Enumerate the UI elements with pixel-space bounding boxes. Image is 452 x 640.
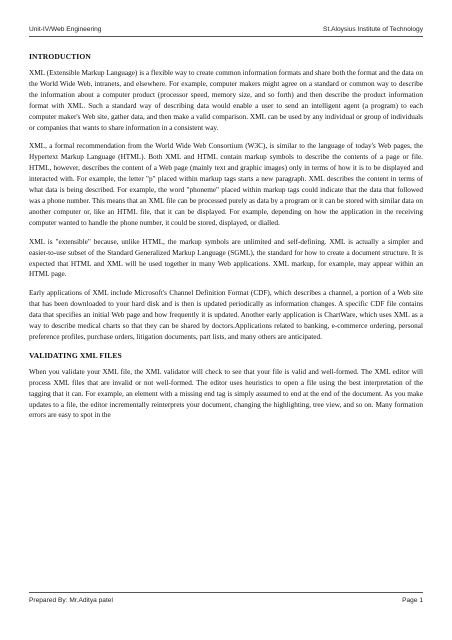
paragraph: When you validate your XML file, the XML validator will check to see that your file is valid and well-formed. The XML editor will process XML files that are invalid or not well-formed. The editor uses heuristics to open a file using the best interpretation of the tagging that it can. For example, an element with a missing end tag is simply assumed to end at the end of the document. As you make updates to a file, the editor incrementally reinterprets your document, changing the highlighting, tree view, and so on. Many formation errors are easy to spot in the xyxy=(29,367,423,420)
paragraph: Early applications of XML include Microsoft's Channel Definition Format (CDF), which describes a channel, a portion of a Web site that has been downloaded to your hard disk and is then is updated periodically as information changes. A specific CDF file contains data that specifies an initial Web page and how frequently it is updated. Another early application is ChartWare, which uses XML as a way to describe medical charts so that they can be shared by doctors.Applications related to banking, e-commerce ordering, personal preference profiles, purchase orders, litigation documents, part lists, and many others are anticipated. xyxy=(29,289,423,341)
page-number: Page 1 xyxy=(402,597,423,604)
header-unit-title: Unit-IV/Web Engineering xyxy=(29,26,102,33)
section-heading-validating: VALIDATING XML FILES xyxy=(29,350,122,360)
footer-author: Prepared By: Mr.Aditya patel xyxy=(29,597,113,604)
page-footer xyxy=(29,592,423,604)
paragraph: XML (Extensible Markup Language) is a flexible way to create common information formats and share both the format and the data on the World Wide Web, intranets, and elsewhere. For example, computer makers might agree on a standard or common way to describe the information about a computer product (processor speed, memory size, and so forth) and then describe the product information format with XML. Such a standard way of describing data would enable a user to send an intelligent agent (a program) to each computer maker's Web site, gather data, and then make a valid comparison. XML can be used by any individual or group of individuals or companies that wants to share information in a consistent way. xyxy=(29,69,423,132)
header-institute: St.Aloysius Institute of Technology xyxy=(323,26,423,33)
page-content xyxy=(29,52,423,429)
page-header xyxy=(29,26,423,37)
paragraph: XML is "extensible" because, unlike HTML, the markup symbols are unlimited and self-defining. XML is actually a simpler and easier-to-use subset of the Standard Generalized Markup Language (SGML), the standard for how to create a document structure. It is expected that HTML and XML will be used together in many Web applications. XML markup, for example, may appear within an HTML page. xyxy=(29,237,423,279)
section-heading-introduction: INTRODUCTION xyxy=(29,52,91,61)
paragraph: XML, a formal recommendation from the World Wide Web Consortium (W3C), is similar to the language of today's Web pages, the Hypertext Markup Language (HTML). Both XML and HTML contain markup symbols to describe the contents of a page or file. HTML, however, describes the content of a Web page (mainly text and graphic images) only in terms of how it is to be displayed and interacted with. For example, the letter "p" placed within markup tags starts a new paragraph. XML describes the content in terms of what data is being described. For example, the word "phoneme" placed within markup tags could indicate that the data that followed was a phone number. This means that an XML file can be processed purely as data by a program or it can be stored with similar data on another computer or, like an HTML file, that it can be displayed. For example, depending on how the application in the receiving computer wanted to handle the phone number, it could be stored, displayed, or dialled. xyxy=(29,142,423,227)
